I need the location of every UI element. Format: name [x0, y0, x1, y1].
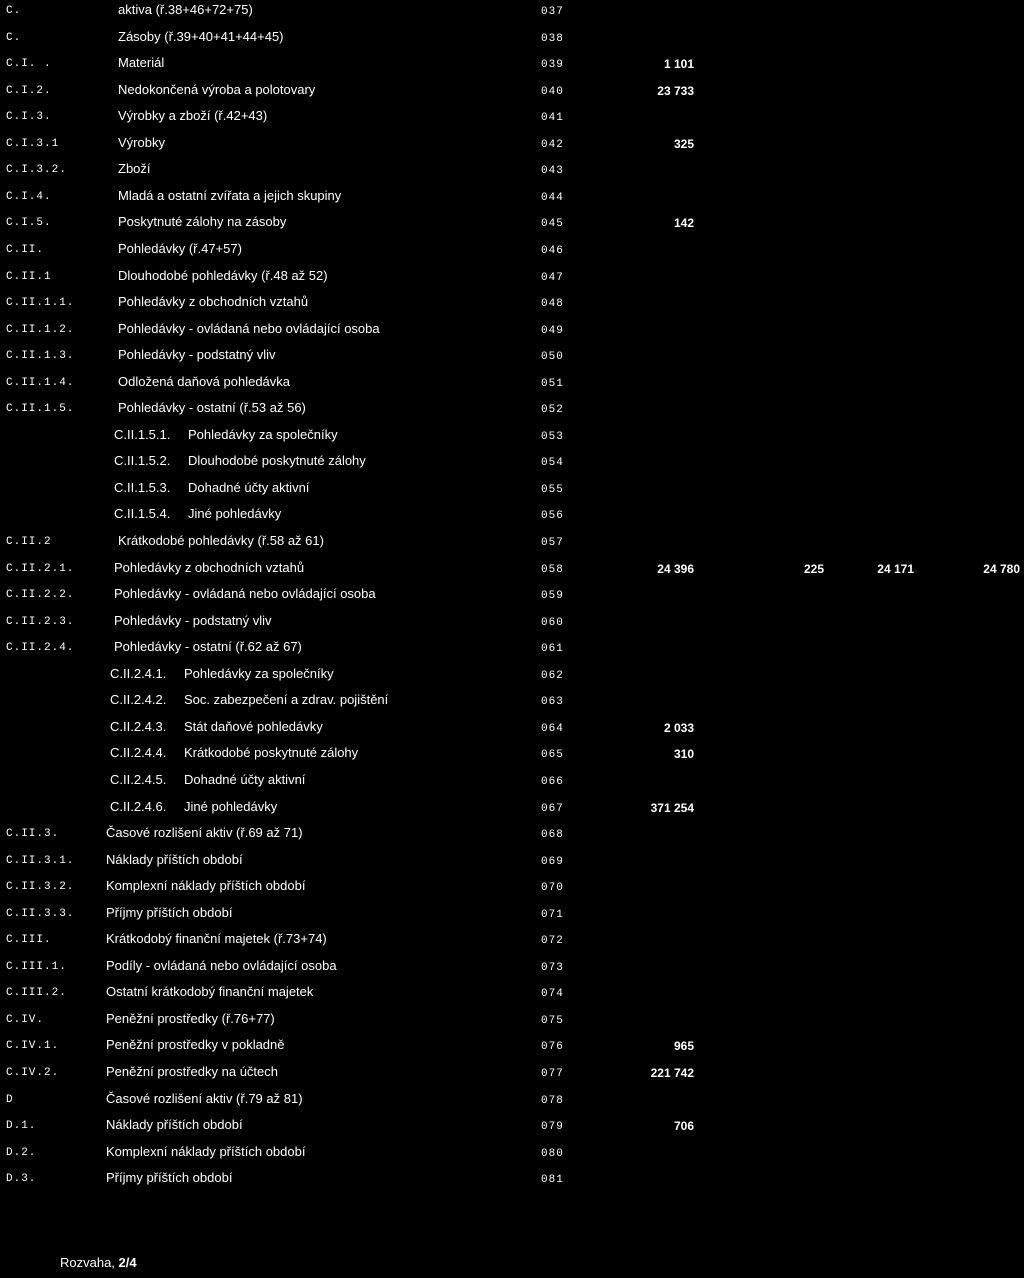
row-code: D.1. [6, 1120, 37, 1133]
row-label: Náklady příštích období [106, 1117, 243, 1133]
row-code: C.II.1.5. [6, 403, 75, 416]
table-row [0, 1037, 1024, 1063]
row-label: Pohledávky - ostatní (ř.53 až 56) [118, 400, 306, 416]
row-code: C.I.5. [6, 217, 52, 230]
row-number: 062 [541, 669, 564, 682]
row-number: 041 [541, 112, 564, 125]
row-value-v1: 706 [673, 1119, 694, 1134]
table-row [0, 1011, 1024, 1037]
row-label: Pohledávky za společníky [188, 426, 338, 442]
table-row [0, 666, 1024, 692]
row-label: Peněžní prostředky na účtech [106, 1064, 278, 1079]
row-label: Podíly - ovládaná nebo ovládající osoba [106, 957, 337, 973]
row-value-v3: 24 171 [877, 561, 914, 576]
row-number: 059 [541, 590, 564, 603]
row-label: Soc. zabezpečení a zdrav. pojištění [184, 692, 389, 708]
row-label: Příjmy příštích období [106, 904, 233, 920]
row-label: Peněžní prostředky v pokladně [106, 1037, 285, 1053]
row-subcode: C.II.1.5.4. [114, 506, 171, 522]
row-number: 080 [541, 1147, 564, 1160]
table-row [0, 799, 1024, 825]
row-value-v4: 24 780 [983, 561, 1020, 576]
table-row [0, 29, 1024, 55]
row-label: Příjmy příštích období [106, 1170, 233, 1186]
table-row [0, 533, 1024, 559]
table-row [0, 958, 1024, 984]
table-row [0, 1170, 1024, 1196]
row-label: Zboží [118, 161, 151, 177]
row-code: C.I.3. [6, 111, 52, 124]
table-row [0, 1117, 1024, 1143]
row-code: D [6, 1093, 14, 1106]
table-row [0, 82, 1024, 108]
table-row [0, 772, 1024, 798]
table-row [0, 480, 1024, 506]
row-label: aktiva (ř.38+46+72+75) [118, 2, 253, 17]
row-label: Pohledávky - ostatní (ř.62 až 67) [114, 639, 302, 655]
footer-label: Rozvaha, [60, 1255, 119, 1270]
row-number: 039 [541, 59, 564, 72]
row-subcode: C.II.1.5.3. [114, 479, 171, 495]
row-label: Pohledávky (ř.47+57) [118, 240, 242, 256]
table-row [0, 453, 1024, 479]
row-label: Dlouhodobé pohledávky (ř.48 až 52) [118, 267, 328, 283]
table-row [0, 1091, 1024, 1117]
row-number: 081 [541, 1174, 564, 1187]
row-label: Krátkodobé pohledávky (ř.58 až 61) [118, 533, 324, 548]
row-label: Pohledávky - podstatný vliv [114, 612, 272, 628]
row-label: Náklady příštích období [106, 851, 243, 867]
row-number: 044 [541, 191, 564, 204]
table-row [0, 1144, 1024, 1170]
table-row [0, 161, 1024, 187]
row-number: 070 [541, 882, 564, 895]
row-number: 037 [541, 6, 564, 18]
table-row [0, 639, 1024, 665]
row-number: 076 [541, 1041, 564, 1054]
row-subcode: C.II.2.4.6. [110, 798, 167, 814]
row-code: C.II.1.3. [6, 350, 75, 363]
row-value-v1: 142 [673, 216, 694, 231]
row-code: C.III.2. [6, 987, 67, 1000]
table-row [0, 560, 1024, 586]
row-number: 045 [541, 218, 564, 231]
table-row [0, 400, 1024, 426]
row-number: 079 [541, 1121, 564, 1134]
row-code: C.II.1.1. [6, 297, 75, 310]
row-number: 061 [541, 643, 564, 656]
row-code: C.II. [6, 243, 45, 256]
row-label: Komplexní náklady příštích období [106, 1143, 306, 1159]
row-number: 040 [541, 85, 564, 98]
row-number: 052 [541, 404, 564, 417]
table-row [0, 586, 1024, 612]
row-code: D.2. [6, 1146, 37, 1159]
row-value-v1: 221 742 [650, 1066, 694, 1080]
row-label: Krátkodobý finanční majetek (ř.73+74) [106, 931, 327, 947]
row-number: 074 [541, 988, 564, 1001]
row-label: Nedokončená výroba a polotovary [118, 81, 316, 97]
row-number: 064 [541, 722, 564, 735]
table-row [0, 2, 1024, 28]
row-label: Jiné pohledávky [184, 798, 278, 814]
row-code: C.II.2.3. [6, 615, 75, 628]
row-code: C.I.4. [6, 190, 52, 203]
table-row [0, 719, 1024, 745]
row-code: C.II.2.4. [6, 642, 75, 655]
row-number: 058 [541, 563, 564, 576]
row-number: 043 [541, 165, 564, 178]
row-code: C.III.1. [6, 960, 67, 973]
row-value-v1: 24 396 [657, 561, 694, 576]
row-number: 068 [541, 829, 564, 842]
row-number: 072 [541, 935, 564, 948]
row-code: C.IV.2. [6, 1067, 60, 1079]
row-value-v2: 225 [803, 561, 824, 576]
table-row [0, 268, 1024, 294]
row-number: 050 [541, 351, 564, 364]
row-code: C.II.1.2. [6, 323, 75, 336]
table-row [0, 135, 1024, 161]
row-label: Komplexní náklady příštích období [106, 878, 306, 894]
row-code: C.II.3.2. [6, 881, 75, 894]
row-number: 065 [541, 749, 564, 762]
table-row [0, 241, 1024, 267]
table-row [0, 108, 1024, 134]
row-value-v1: 2 033 [663, 720, 694, 735]
row-code: C.II.3.3. [6, 907, 75, 920]
row-code: C.II.2.2. [6, 589, 75, 602]
row-label: Odložená daňová pohledávka [118, 373, 291, 389]
row-label: Pohledávky - ovládaná nebo ovládající osoba [118, 320, 380, 336]
row-number: 069 [541, 855, 564, 868]
row-number: 038 [541, 32, 564, 45]
row-number: 067 [541, 802, 564, 815]
table-row [0, 347, 1024, 373]
table-row [0, 321, 1024, 347]
row-value-v1: 310 [673, 747, 694, 762]
row-code: C.II.1 [6, 270, 52, 283]
row-number: 066 [541, 775, 564, 788]
row-value-v1: 325 [673, 136, 694, 151]
footer-page: 2/4 [118, 1255, 137, 1270]
page-footer [60, 1255, 137, 1270]
row-label: Pohledávky - ovládaná nebo ovládající osoba [114, 586, 376, 602]
row-code: C.I. . [6, 58, 52, 71]
row-value-v1: 371 254 [650, 800, 694, 815]
row-number: 055 [541, 483, 564, 496]
row-label: Výrobky [118, 134, 165, 150]
row-label: Časové rozlišení aktiv (ř.69 až 71) [106, 825, 303, 841]
row-code: C.I.2. [6, 84, 52, 97]
row-number: 063 [541, 696, 564, 709]
row-label: Jiné pohledávky [188, 506, 282, 522]
row-label: Poskytnuté zálohy na zásoby [118, 214, 287, 230]
row-number: 047 [541, 271, 564, 284]
row-label: Dohadné účty aktivní [188, 479, 310, 495]
row-code: C. [6, 5, 22, 17]
row-number: 056 [541, 510, 564, 523]
table-row [0, 55, 1024, 81]
row-code: C.II.2.1. [6, 562, 75, 575]
row-subcode: C.II.1.5.1. [114, 426, 171, 442]
row-subcode: C.II.2.4.4. [110, 745, 167, 761]
row-code: C.II.3. [6, 828, 60, 841]
table-row [0, 188, 1024, 214]
row-number: 060 [541, 616, 564, 629]
row-value-v1: 1 101 [663, 57, 694, 72]
row-code: D.3. [6, 1173, 37, 1186]
table-row [0, 374, 1024, 400]
table-row [0, 984, 1024, 1010]
row-subcode: C.II.1.5.2. [114, 453, 171, 469]
row-label: Stát daňové pohledávky [184, 718, 323, 734]
row-label: Zásoby (ř.39+40+41+44+45) [118, 28, 284, 44]
row-label: Pohledávky z obchodních vztahů [118, 294, 309, 310]
row-label: Peněžní prostředky (ř.76+77) [106, 1010, 275, 1026]
row-number: 049 [541, 324, 564, 337]
row-code: C.II.2 [6, 536, 52, 548]
row-subcode: C.II.2.4.2. [110, 692, 167, 708]
table-row [0, 825, 1024, 851]
table-row [0, 214, 1024, 240]
row-label: Pohledávky z obchodních vztahů [114, 559, 305, 575]
table-row [0, 852, 1024, 878]
row-label: Pohledávky - podstatný vliv [118, 347, 276, 363]
row-number: 051 [541, 377, 564, 390]
row-code: C.III. [6, 934, 52, 947]
row-code: C. [6, 31, 22, 44]
row-number: 073 [541, 961, 564, 974]
row-label: Materiál [118, 55, 165, 71]
row-label: Ostatní krátkodobý finanční majetek [106, 984, 314, 1000]
row-code: C.II.1.4. [6, 376, 75, 389]
row-label: Dlouhodobé poskytnuté zálohy [188, 453, 366, 469]
row-number: 042 [541, 138, 564, 151]
row-code: C.II.3.1. [6, 854, 75, 867]
row-number: 078 [541, 1094, 564, 1107]
row-code: C.I.3.1 [6, 137, 60, 150]
table-row [0, 427, 1024, 453]
row-label: Pohledávky za společníky [184, 665, 334, 681]
row-label: Krátkodobé poskytnuté zálohy [184, 745, 359, 761]
table-row [0, 692, 1024, 718]
table-row [0, 294, 1024, 320]
row-label: Mladá a ostatní zvířata a jejich skupiny [118, 187, 342, 203]
row-number: 053 [541, 430, 564, 443]
row-number: 054 [541, 457, 564, 470]
row-code: C.I.3.2. [6, 164, 67, 177]
row-subcode: C.II.2.4.5. [110, 771, 167, 787]
table-row [0, 905, 1024, 931]
table-row [0, 745, 1024, 771]
row-value-v1: 965 [673, 1039, 694, 1054]
row-number: 075 [541, 1014, 564, 1027]
row-code: C.IV.1. [6, 1040, 60, 1053]
row-label: Dohadné účty aktivní [184, 771, 306, 787]
row-label: Časové rozlišení aktiv (ř.79 až 81) [106, 1090, 303, 1106]
row-value-v1: 23 733 [657, 83, 694, 98]
table-row [0, 506, 1024, 532]
table-row [0, 931, 1024, 957]
row-number: 048 [541, 298, 564, 311]
row-label: Výrobky a zboží (ř.42+43) [118, 108, 268, 124]
row-number: 046 [541, 244, 564, 257]
table-row [0, 613, 1024, 639]
row-number: 077 [541, 1068, 564, 1080]
row-subcode: C.II.2.4.1. [110, 665, 167, 681]
row-subcode: C.II.2.4.3. [110, 718, 167, 734]
row-number: 071 [541, 908, 564, 921]
table-row [0, 1064, 1024, 1090]
row-code: C.IV. [6, 1013, 45, 1026]
row-number: 057 [541, 537, 564, 549]
table-row [0, 878, 1024, 904]
